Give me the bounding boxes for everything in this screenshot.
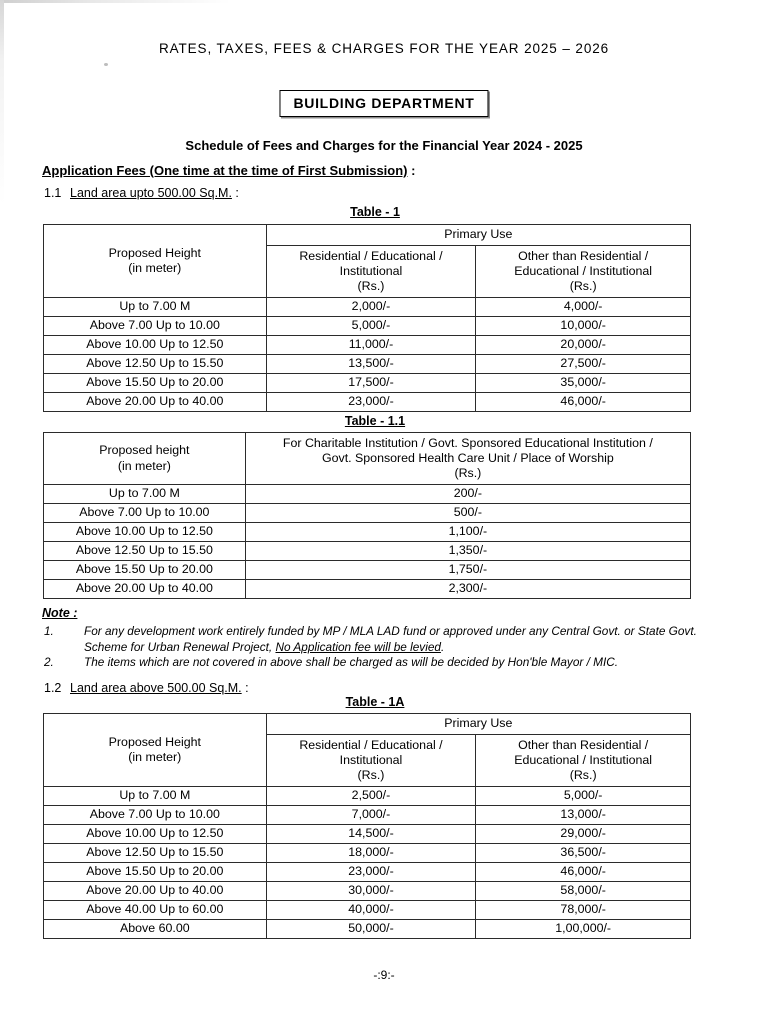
table-1-1-body	[44, 485, 691, 599]
table-1-1-row-5-height: Above 20.00 Up to 40.00	[44, 580, 246, 599]
table-1a-row-2-other: 29,000/-	[476, 825, 691, 844]
table-1a-row-0-other: 5,000/-	[476, 787, 691, 806]
table-1a-col3-header-line2: Educational / Institutional	[514, 752, 653, 767]
subsection-1-2	[44, 681, 249, 695]
table-row	[44, 523, 691, 542]
table-row	[44, 561, 691, 580]
note-item-2-number: 2.	[44, 655, 54, 669]
table-1-col3-header-line2: Educational / Institutional	[514, 263, 653, 278]
table-1a-row-3-residential: 18,000/-	[266, 844, 476, 863]
table-1-body	[44, 298, 691, 412]
table-1a-row-1-residential: 7,000/-	[266, 806, 476, 825]
table-row	[44, 374, 691, 393]
table-1a-row-1-height: Above 7.00 Up to 10.00	[44, 806, 267, 825]
table-row	[44, 920, 691, 939]
table-1-1-row-3-height: Above 12.50 Up to 15.50	[44, 542, 246, 561]
table-1-row-1-height: Above 7.00 Up to 10.00	[44, 317, 267, 336]
table-1-col2-header-line3: (Rs.)	[357, 279, 385, 294]
table-1-col3-header-line1: Other than Residential /	[518, 248, 649, 263]
page-number-footer: -:9:-	[373, 968, 395, 982]
table-1-row-2-height: Above 10.00 Up to 12.50	[44, 336, 267, 355]
table-1a-col3-header-line1: Other than Residential /	[518, 737, 649, 752]
table-row	[44, 825, 691, 844]
scan-edge-top	[0, 0, 768, 3]
table-1a-col3-header-line3: (Rs.)	[569, 768, 597, 783]
table-1-row-0-height: Up to 7.00 M	[44, 298, 267, 317]
table-1-1-row-0-height: Up to 7.00 M	[44, 485, 246, 504]
table-1a-row-5-height: Above 20.00 Up to 40.00	[44, 882, 267, 901]
table-row	[44, 485, 691, 504]
table-1a-row-7-other: 1,00,000/-	[476, 920, 691, 939]
table-1-1-row-4-fee: 1,750/-	[245, 561, 690, 580]
subsection-1-1-text: Land area upto 500.00 Sq.M.	[70, 186, 232, 200]
table-row	[44, 787, 691, 806]
table-1-row-0-other: 4,000/-	[476, 298, 691, 317]
subsection-1-2-text: Land area above 500.00 Sq.M.	[70, 681, 242, 695]
table-1a-row-0-height: Up to 7.00 M	[44, 787, 267, 806]
table-row	[44, 844, 691, 863]
note-item-2	[42, 655, 732, 671]
table-1-row-5-other: 46,000/-	[476, 393, 691, 412]
table-row	[44, 336, 691, 355]
table-1-1-row-5-fee: 2,300/-	[245, 580, 690, 599]
table-1-col1-header-line2: (in meter)	[128, 261, 182, 275]
table-1a-row-5-residential: 30,000/-	[266, 882, 476, 901]
table-row	[44, 580, 691, 599]
table-1-1-col2-header-line1: For Charitable Institution / Govt. Sponsored Educational Institution /	[282, 435, 653, 450]
table-1a-row-4-height: Above 15.50 Up to 20.00	[44, 863, 267, 882]
table-1-1	[43, 432, 691, 599]
schedule-subtitle: Schedule of Fees and Charges for the Financial Year 2024 - 2025	[185, 138, 583, 153]
table-1-1-row-2-height: Above 10.00 Up to 12.50	[44, 523, 246, 542]
table-1-1-col2-header	[245, 433, 690, 485]
table-1-1-row-1-height: Above 7.00 Up to 10.00	[44, 504, 246, 523]
table-1a-col2-header-line3: (Rs.)	[357, 768, 385, 783]
table-1-row-5-height: Above 20.00 Up to 40.00	[44, 393, 267, 412]
table-1-1-col1-header	[44, 433, 246, 485]
table-row	[44, 901, 691, 920]
table-1a-row-2-height: Above 10.00 Up to 12.50	[44, 825, 267, 844]
table-1-row-2-other: 20,000/-	[476, 336, 691, 355]
table-1a-header-row-group	[44, 714, 691, 735]
table-1a-row-6-height: Above 40.00 Up to 60.00	[44, 901, 267, 920]
department-title-box: BUILDING DEPARTMENT	[279, 90, 488, 117]
section-heading-text: Application Fees (One time at the time of First Submission)	[42, 163, 408, 178]
table-1-1-row-0-fee: 200/-	[245, 485, 690, 504]
table-1a-col2-header-line2: Institutional	[339, 752, 403, 767]
table-1-row-4-other: 35,000/-	[476, 374, 691, 393]
note-item-1-number: 1.	[44, 624, 54, 638]
table-1a-col2-header	[266, 735, 476, 787]
table-1a-row-3-height: Above 12.50 Up to 15.50	[44, 844, 267, 863]
table-1-row-4-height: Above 15.50 Up to 20.00	[44, 374, 267, 393]
table-row	[44, 863, 691, 882]
section-heading-suffix: :	[407, 163, 416, 178]
table-1a-col1-header-line1: Proposed Height	[108, 734, 201, 749]
table-1a-label: Table - 1A	[345, 695, 405, 709]
table-1-1-label: Table - 1.1	[344, 414, 406, 428]
table-1	[43, 224, 691, 412]
table-1a-col3-header	[476, 735, 691, 787]
table-1-col2-header	[266, 246, 476, 298]
subsection-1-2-suffix: :	[241, 681, 249, 695]
table-1-row-3-other: 27,500/-	[476, 355, 691, 374]
table-1-row-4-residential: 17,500/-	[266, 374, 476, 393]
table-1-group-header: Primary Use	[266, 225, 690, 246]
table-1-header-row-group	[44, 225, 691, 246]
note-item-2-text: The items which are not covered in above shall be charged as will be decided by Hon'ble Mayor / MIC.	[84, 655, 619, 669]
table-1-1-row-2-fee: 1,100/-	[245, 523, 690, 542]
table-1-row-0-residential: 2,000/-	[266, 298, 476, 317]
table-1a-row-7-height: Above 60.00	[44, 920, 267, 939]
table-row	[44, 806, 691, 825]
note-item-1-text-after: .	[440, 639, 445, 654]
table-row	[44, 504, 691, 523]
table-1a-row-6-residential: 40,000/-	[266, 901, 476, 920]
table-1-1-row-3-fee: 1,350/-	[245, 542, 690, 561]
table-row	[44, 393, 691, 412]
table-1-col1-header-line1: Proposed Height	[108, 245, 201, 260]
table-row	[44, 542, 691, 561]
note-item-1	[42, 624, 732, 656]
table-1-1-col2-header-line3: (Rs.)	[454, 466, 482, 481]
table-1-col3-header	[476, 246, 691, 298]
subsection-1-1-suffix: :	[231, 186, 239, 200]
table-row	[44, 298, 691, 317]
table-1a-body	[44, 787, 691, 939]
table-1a-col2-header-line1: Residential / Educational /	[299, 737, 443, 752]
table-1-1-header-row	[44, 433, 691, 485]
table-1a-row-3-other: 36,500/-	[476, 844, 691, 863]
table-1-row-1-residential: 5,000/-	[266, 317, 476, 336]
subsection-1-1	[44, 186, 239, 200]
table-1-1-row-4-height: Above 15.50 Up to 20.00	[44, 561, 246, 580]
table-1-1-col2-header-line2: Govt. Sponsored Health Care Unit / Place of Worship	[321, 450, 614, 465]
table-1a-col1-header	[44, 714, 267, 787]
table-1a-group-header: Primary Use	[266, 714, 690, 735]
note-item-1-text-underlined: No Application fee will be levied	[275, 639, 441, 654]
table-1a-row-2-residential: 14,500/-	[266, 825, 476, 844]
table-1-1-row-1-fee: 500/-	[245, 504, 690, 523]
note-heading: Note :	[42, 606, 78, 620]
table-1a-row-7-residential: 50,000/-	[266, 920, 476, 939]
table-row	[44, 317, 691, 336]
note-item-1-text-before: For any development work entirely funded by MP / MLA LAD fund or approved under any Central Govt. or State Govt. Scheme for Urban Renewal Project,	[84, 624, 697, 654]
table-1-label: Table - 1	[350, 205, 400, 219]
scan-edge-left	[0, 0, 4, 1024]
table-1-1-col1-header-line1: Proposed height	[99, 443, 190, 458]
note-item-1-text	[84, 624, 732, 656]
table-1a-row-4-other: 46,000/-	[476, 863, 691, 882]
table-1a-row-1-other: 13,000/-	[476, 806, 691, 825]
table-row	[44, 355, 691, 374]
table-1a	[43, 713, 691, 939]
table-1-col2-header-line1: Residential / Educational /	[299, 248, 443, 263]
table-1-col2-header-line2: Institutional	[339, 263, 403, 278]
table-1-col1-header	[44, 225, 267, 298]
subsection-1-2-number: 1.2	[44, 681, 62, 695]
table-1a-row-0-residential: 2,500/-	[266, 787, 476, 806]
table-1a-row-6-other: 78,000/-	[476, 901, 691, 920]
table-1-row-1-other: 10,000/-	[476, 317, 691, 336]
table-row	[44, 882, 691, 901]
table-1-row-5-residential: 23,000/-	[266, 393, 476, 412]
table-1-row-2-residential: 11,000/-	[266, 336, 476, 355]
table-1-row-3-height: Above 12.50 Up to 15.50	[44, 355, 267, 374]
table-1a-row-4-residential: 23,000/-	[266, 863, 476, 882]
table-1-row-3-residential: 13,500/-	[266, 355, 476, 374]
section-heading-application-fees	[42, 163, 415, 178]
scan-speck	[104, 63, 108, 66]
table-1a-row-5-other: 58,000/-	[476, 882, 691, 901]
table-1-col3-header-line3: (Rs.)	[569, 279, 597, 294]
subsection-1-1-number: 1.1	[44, 186, 62, 200]
page-title: RATES, TAXES, FEES & CHARGES FOR THE YEAR 2025 – 2026	[158, 41, 610, 56]
table-1-1-col1-header-line2: (in meter)	[117, 458, 171, 473]
table-1a-col1-header-line2: (in meter)	[128, 750, 182, 764]
